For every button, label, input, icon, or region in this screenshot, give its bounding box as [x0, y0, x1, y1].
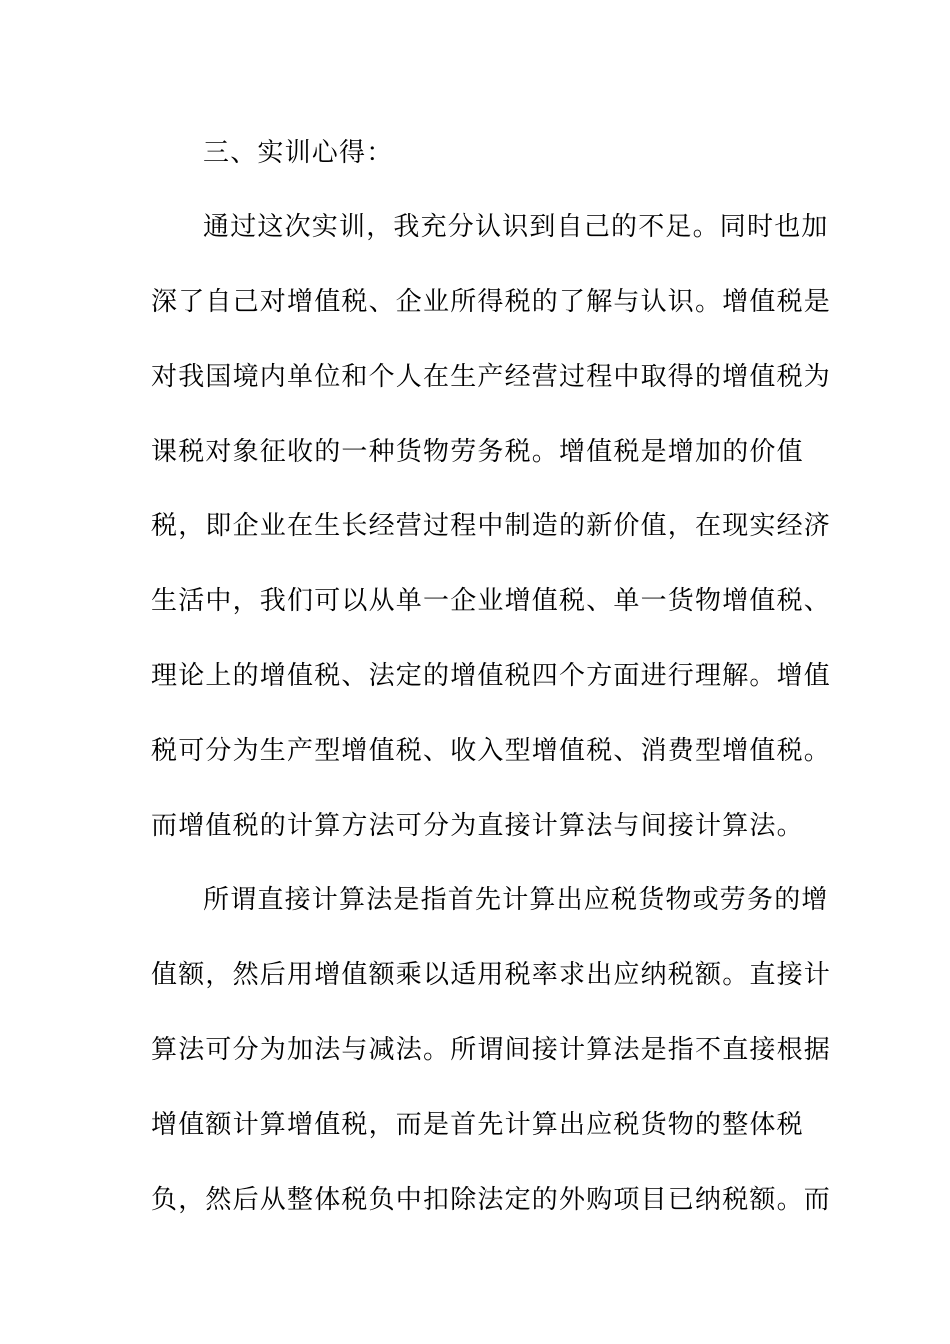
paragraph-line: 增值额计算增值税，而是首先计算出应税货物的整体税: [151, 1110, 804, 1140]
paragraph-line: 理论上的增值税、法定的增值税四个方面进行理解。增值: [151, 661, 832, 691]
paragraph-line: 通过这次实训，我充分认识到自己的不足。同时也加: [203, 212, 829, 242]
paragraph-line: 所谓直接计算法是指首先计算出应税货物或劳务的增: [203, 885, 829, 915]
paragraph-line: 生活中，我们可以从单一企业增值税、单一货物增值税、: [151, 586, 832, 616]
paragraph-line: 对我国境内单位和个人在生产经营过程中取得的增值税为: [151, 362, 832, 392]
paragraph-line: 税，即企业在生长经营过程中制造的新价值，在现实经济: [151, 511, 832, 541]
paragraph-line: 深了自己对增值税、企业所得税的了解与认识。增值税是: [151, 287, 832, 317]
paragraph-line: 负，然后从整体税负中扣除法定的外购项目已纳税额。而: [151, 1185, 832, 1215]
paragraph-line: 课税对象征收的一种货物劳务税。增值税是增加的价值: [151, 437, 804, 467]
paragraph-line: 值额，然后用增值额乘以适用税率求出应纳税额。直接计: [151, 960, 832, 990]
paragraph-line: 算法可分为加法与减法。所谓间接计算法是指不直接根据: [151, 1035, 832, 1065]
section-heading: 三、实训心得：: [203, 138, 394, 168]
paragraph-line: 税可分为生产型增值税、收入型增值税、消费型增值税。: [151, 736, 832, 766]
paragraph-line: 而增值税的计算方法可分为直接计算法与间接计算法。: [151, 811, 804, 841]
